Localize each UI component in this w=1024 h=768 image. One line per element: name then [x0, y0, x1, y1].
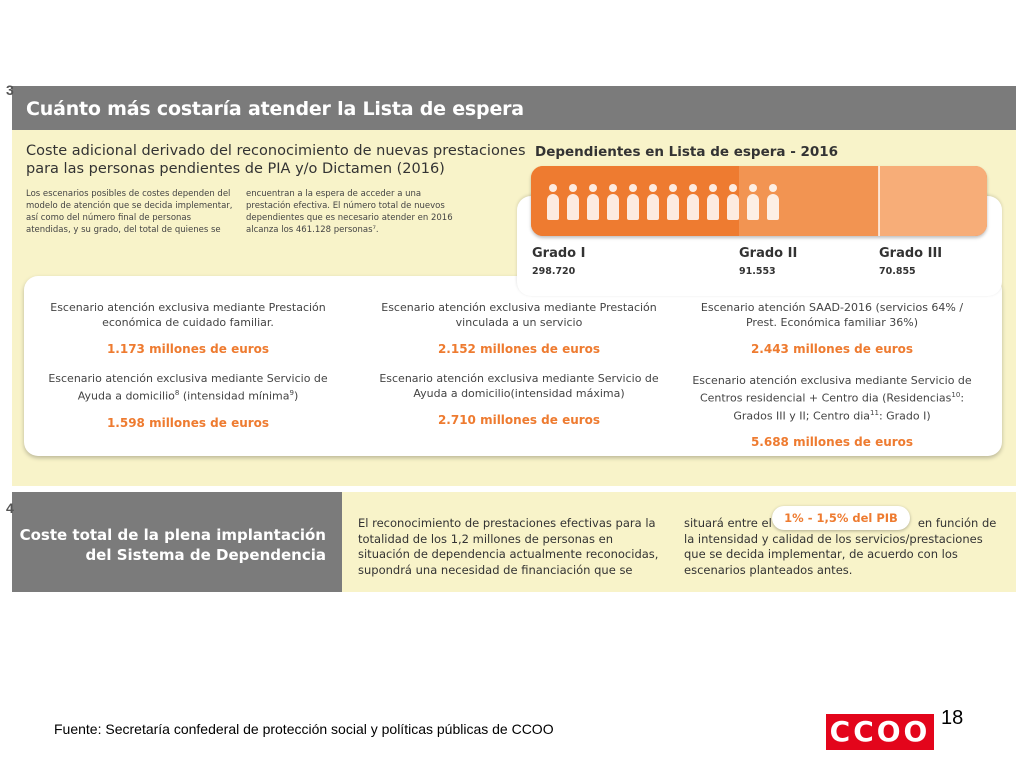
grade-3 — [879, 246, 942, 277]
section-number: 3 — [6, 82, 14, 98]
grade-2-name: Grado II — [739, 246, 798, 261]
scenario-description: Escenario atención exclusiva mediante Prestación económica de cuidado familiar. — [50, 301, 326, 329]
waiting-list-bar — [531, 166, 987, 236]
waiting-list-section — [6, 82, 1016, 486]
clock-person-icon — [545, 184, 561, 220]
scenario-amount: 1.173 millones de euros — [106, 342, 270, 356]
scenario-card-residential — [684, 373, 980, 449]
people-icons — [545, 184, 781, 220]
scenario-card-home-help-max — [364, 371, 674, 427]
scenario-description: Escenario atención exclusiva mediante Servicio de Ayuda a domicilio(intensidad máxima) — [379, 372, 659, 400]
grade-3-value: 70.855 — [879, 266, 916, 277]
elderly-person-icon — [585, 184, 601, 220]
pib-badge: 1% - 1,5% del PIB — [772, 506, 910, 530]
intro-heading: Coste adicional derivado del reconocimiento de nuevas prestaciones para las personas pendientes de PIA y/o Dictamen (2016) — [26, 143, 526, 177]
grade-1-value: 298.720 — [532, 266, 576, 277]
section-header — [6, 82, 1016, 130]
total-cost-section — [6, 492, 1016, 592]
person-icon — [725, 184, 741, 220]
source-note: Fuente: Secretaría confederal de protección social y políticas públicas de CCOO — [54, 721, 554, 737]
grade-3-name: Grado III — [879, 246, 943, 261]
total-cost-text-a: El reconocimiento de prestaciones efectivas para la totalidad de los 1,2 millones de personas en situación de dependencia actualmente reconocidas, supondrá una necesidad de financiación que se — [358, 516, 659, 577]
grade-2 — [739, 246, 797, 277]
scenario-amount: 1.598 millones de euros — [106, 415, 270, 430]
scenario-amount: 2.443 millones de euros — [750, 342, 914, 356]
person-icon — [705, 184, 721, 220]
ccoo-logo — [826, 714, 934, 750]
wheelchair-icon — [605, 184, 621, 220]
person-icon — [745, 184, 761, 220]
person-icon — [685, 184, 701, 220]
grado-3-segment — [879, 166, 987, 236]
waiting-list-panel-title: Dependientes en Lista de espera - 2016 — [535, 144, 839, 160]
person-icon — [645, 184, 661, 220]
scenario-card-home-help-min — [40, 371, 336, 430]
elderly-person-icon — [565, 184, 581, 220]
total-cost-header — [6, 492, 342, 592]
grade-2-value: 91.553 — [739, 266, 776, 277]
logo-text: CCOO — [829, 715, 931, 748]
intro-text-column-a: Los escenarios posibles de costes dependen del modelo de atención que se decida implementar, así como del número final de personas atendidas, y su grado, del total de quienes se — [26, 189, 233, 235]
scenario-card-economic — [40, 300, 336, 356]
segment-divider — [878, 166, 880, 236]
scenario-description: Escenario atención SAAD-2016 (servicios 64% / Prest. Económica familiar 36%) — [700, 301, 964, 329]
scenario-amount: 2.710 millones de euros — [437, 413, 601, 427]
total-cost-title: Coste total de la plena implantación del Sistema de Dependencia — [19, 526, 326, 564]
scenario-card-linked-service — [374, 300, 664, 356]
grade-1 — [532, 246, 585, 277]
page-number: 18 — [941, 707, 964, 729]
wheelchair-icon — [625, 184, 641, 220]
scenario-description: Escenario atención exclusiva mediante Servicio de Ayuda a domicilio$^8$ (intensidad mínima$^9$) — [48, 372, 328, 403]
scenario-card-saad — [692, 300, 972, 356]
scenario-description: Escenario atención exclusiva mediante Servicio de Centros residencial + Centro dia (Residencias$^{10}$: Grados III y II; Centro dia$^{11}$: Grado I) — [692, 374, 972, 423]
section-number: 4 — [6, 500, 14, 516]
scenario-amount: 5.688 millones de euros — [750, 435, 914, 450]
total-cost-text-b: situará entre el en función de la intensidad y calidad de los servicios/prestaciones que se decida implementar, de acuerdo con los escenarios planteados antes. — [684, 516, 997, 577]
intro-text-column-b: encuentran a la espera de acceder a una prestación efectiva. El número total de nuevos dependientes que es necesario atender en 2016 alcanza los 461.128 personas⁷. — [246, 189, 453, 235]
scenario-amount: 2.152 millones de euros — [437, 342, 601, 356]
person-icon — [765, 184, 781, 220]
person-icon — [665, 184, 681, 220]
section-title: Cuánto más costaría atender la Lista de espera — [26, 98, 524, 120]
scenario-description: Escenario atención exclusiva mediante Prestación vinculada a un servicio — [381, 301, 657, 329]
grade-1-name: Grado I — [532, 246, 586, 261]
